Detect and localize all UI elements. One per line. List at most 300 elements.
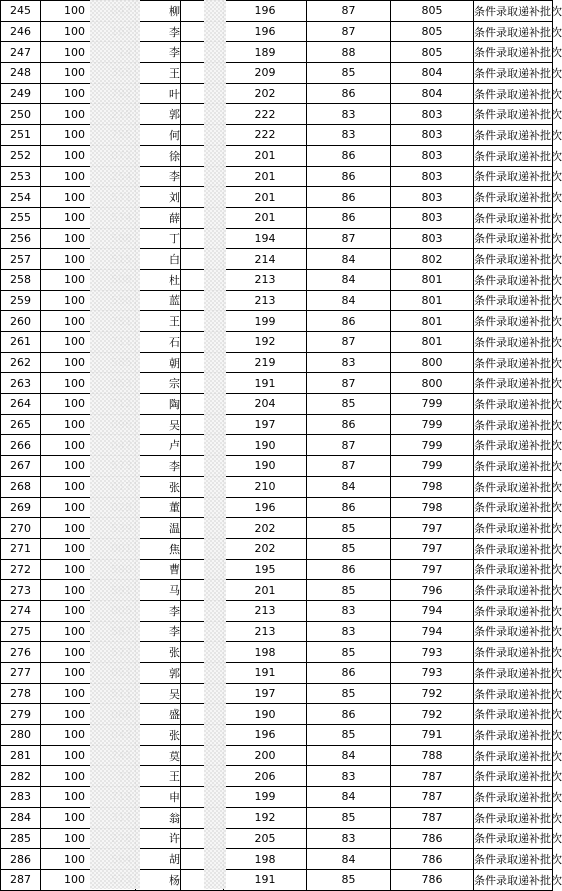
table-row [1,352,553,373]
row-id-start: 100 [64,4,85,18]
table-row [1,21,553,42]
row-name: 胡 [136,849,181,870]
row-score-1: 200 [224,745,307,766]
row-note: 条件录取递补批次 [474,269,553,290]
row-total: 803 [391,187,474,208]
row-seq: 249 [1,83,41,104]
row-seq: 275 [1,621,41,642]
row-score-1: 209 [224,63,307,84]
table-row [1,228,553,249]
table-row [1,600,553,621]
row-score-2: 84 [307,745,391,766]
row-score-1: 190 [224,456,307,477]
row-score-2: 84 [307,787,391,808]
table-row [1,869,553,890]
row-name: 刘 [136,187,181,208]
row-id-start: 100 [64,604,85,618]
table-row [1,187,553,208]
row-score-1: 201 [224,145,307,166]
row-score-2: 85 [307,807,391,828]
row-id-start: 100 [64,273,85,287]
row-id-start: 100 [64,624,85,638]
row-id-start: 100 [64,645,85,659]
row-score-2: 86 [307,663,391,684]
row-total: 793 [391,642,474,663]
row-score-2: 85 [307,725,391,746]
row-seq: 247 [1,42,41,63]
table-row [1,125,553,146]
row-note: 条件录取递补批次 [474,311,553,332]
row-note: 条件录取递补批次 [474,187,553,208]
row-seq: 259 [1,290,41,311]
row-total: 803 [391,228,474,249]
row-note: 条件录取递补批次 [474,497,553,518]
row-name: 王 [136,311,181,332]
row-name: 薛 [136,207,181,228]
table-row [1,683,553,704]
row-name: 李 [136,42,181,63]
row-score-2: 87 [307,373,391,394]
table-row [1,290,553,311]
row-note: 条件录取递补批次 [474,725,553,746]
row-total: 803 [391,125,474,146]
row-total: 797 [391,518,474,539]
row-total: 803 [391,104,474,125]
row-total: 796 [391,580,474,601]
row-total: 803 [391,145,474,166]
row-score-1: 191 [224,373,307,394]
row-total: 804 [391,63,474,84]
row-id-start: 100 [64,376,85,390]
table-row [1,807,553,828]
row-name: 朝 [136,352,181,373]
row-note: 条件录取递补批次 [474,476,553,497]
row-id-start: 100 [64,438,85,452]
row-score-2: 86 [307,497,391,518]
row-id-start: 100 [64,25,85,39]
row-score-2: 84 [307,290,391,311]
row-score-2: 83 [307,352,391,373]
table-row [1,725,553,746]
row-score-1: 190 [224,435,307,456]
table-row [1,414,553,435]
row-total: 797 [391,559,474,580]
row-score-2: 85 [307,869,391,890]
row-id-start: 100 [64,211,85,225]
row-seq: 248 [1,63,41,84]
row-id-start: 100 [64,873,85,887]
table-row [1,745,553,766]
redaction-mask-name [204,0,226,889]
row-score-2: 83 [307,125,391,146]
row-seq: 257 [1,249,41,270]
table-row [1,1,553,22]
row-note: 条件录取递补批次 [474,559,553,580]
row-score-2: 83 [307,621,391,642]
row-total: 787 [391,807,474,828]
row-note: 条件录取递补批次 [474,414,553,435]
row-total: 793 [391,663,474,684]
row-score-1: 202 [224,518,307,539]
row-score-2: 85 [307,642,391,663]
row-seq: 268 [1,476,41,497]
row-total: 787 [391,766,474,787]
row-seq: 283 [1,787,41,808]
row-total: 786 [391,869,474,890]
row-name: 吴 [136,683,181,704]
row-id-start: 100 [64,500,85,514]
row-score-1: 191 [224,663,307,684]
row-name: 李 [136,456,181,477]
row-note: 条件录取递补批次 [474,766,553,787]
row-total: 786 [391,828,474,849]
row-name: 何 [136,125,181,146]
row-score-1: 201 [224,207,307,228]
row-name: 盛 [136,704,181,725]
table-row [1,332,553,353]
row-note: 条件录取递补批次 [474,807,553,828]
row-score-2: 84 [307,249,391,270]
table-row [1,642,553,663]
row-name: 李 [136,21,181,42]
table-row [1,394,553,415]
row-id-start: 100 [64,831,85,845]
row-id-start: 100 [64,852,85,866]
row-note: 条件录取递补批次 [474,104,553,125]
row-score-1: 195 [224,559,307,580]
row-note: 条件录取递补批次 [474,145,553,166]
row-id-start: 100 [64,190,85,204]
row-score-1: 197 [224,683,307,704]
row-name: 张 [136,725,181,746]
row-note: 条件录取递补批次 [474,228,553,249]
table-row [1,828,553,849]
row-score-1: 190 [224,704,307,725]
row-id-start: 100 [64,128,85,142]
row-score-1: 198 [224,642,307,663]
row-name: 张 [136,476,181,497]
row-score-2: 83 [307,766,391,787]
row-id-start: 100 [64,562,85,576]
row-note: 条件录取递补批次 [474,435,553,456]
row-note: 条件录取递补批次 [474,249,553,270]
row-id-start: 100 [64,252,85,266]
table-row [1,704,553,725]
row-total: 801 [391,269,474,290]
row-score-1: 213 [224,621,307,642]
row-total: 792 [391,683,474,704]
row-score-2: 87 [307,21,391,42]
table-row [1,373,553,394]
row-seq: 246 [1,21,41,42]
row-score-2: 84 [307,269,391,290]
row-score-1: 213 [224,290,307,311]
row-seq: 267 [1,456,41,477]
row-total: 801 [391,290,474,311]
row-note: 条件录取递补批次 [474,83,553,104]
row-score-2: 86 [307,83,391,104]
row-name: 李 [136,621,181,642]
row-name: 陶 [136,394,181,415]
row-seq: 264 [1,394,41,415]
table-row [1,621,553,642]
row-score-1: 194 [224,228,307,249]
row-seq: 280 [1,725,41,746]
row-name: 李 [136,166,181,187]
row-id-start: 100 [64,666,85,680]
row-score-2: 87 [307,1,391,22]
table-row [1,849,553,870]
row-total: 797 [391,538,474,559]
row-score-1: 210 [224,476,307,497]
row-seq: 261 [1,332,41,353]
row-score-1: 192 [224,332,307,353]
row-score-1: 196 [224,497,307,518]
row-seq: 286 [1,849,41,870]
row-note: 条件录取递补批次 [474,600,553,621]
row-id-start: 100 [64,811,85,825]
row-name: 宗 [136,373,181,394]
table-row [1,83,553,104]
row-score-2: 87 [307,228,391,249]
row-seq: 282 [1,766,41,787]
row-score-1: 201 [224,580,307,601]
row-seq: 252 [1,145,41,166]
row-seq: 272 [1,559,41,580]
table-row [1,63,553,84]
row-score-1: 189 [224,42,307,63]
row-seq: 245 [1,1,41,22]
row-total: 794 [391,600,474,621]
row-id-start: 100 [64,397,85,411]
row-id-start: 100 [64,66,85,80]
row-seq: 284 [1,807,41,828]
row-score-2: 86 [307,145,391,166]
row-note: 条件录取递补批次 [474,704,553,725]
row-seq: 270 [1,518,41,539]
row-score-1: 206 [224,766,307,787]
row-name: 杨 [136,869,181,890]
row-note: 条件录取递补批次 [474,849,553,870]
row-note: 条件录取递补批次 [474,538,553,559]
row-score-1: 199 [224,787,307,808]
row-score-2: 84 [307,476,391,497]
row-score-2: 84 [307,849,391,870]
row-total: 805 [391,42,474,63]
table-row [1,207,553,228]
table-row [1,538,553,559]
row-total: 801 [391,311,474,332]
row-name: 柳 [136,1,181,22]
row-total: 791 [391,725,474,746]
row-score-2: 85 [307,683,391,704]
row-total: 804 [391,83,474,104]
row-seq: 271 [1,538,41,559]
row-id-start: 100 [64,169,85,183]
row-note: 条件录取递补批次 [474,1,553,22]
row-score-2: 87 [307,332,391,353]
row-score-2: 86 [307,704,391,725]
row-name: 杜 [136,269,181,290]
row-name: 郭 [136,104,181,125]
redaction-mask-id [90,0,140,889]
table-row [1,476,553,497]
row-score-1: 196 [224,725,307,746]
row-seq: 277 [1,663,41,684]
row-id-start: 100 [64,149,85,163]
row-name: 曹 [136,559,181,580]
row-note: 条件录取递补批次 [474,166,553,187]
row-id-start: 100 [64,293,85,307]
row-score-1: 202 [224,538,307,559]
row-note: 条件录取递补批次 [474,869,553,890]
table-row [1,518,553,539]
row-score-2: 87 [307,456,391,477]
row-score-1: 214 [224,249,307,270]
row-seq: 263 [1,373,41,394]
row-id-start: 100 [64,418,85,432]
row-seq: 279 [1,704,41,725]
row-name: 徐 [136,145,181,166]
row-seq: 273 [1,580,41,601]
row-score-2: 85 [307,580,391,601]
row-id-start: 100 [64,521,85,535]
table-row [1,559,553,580]
row-seq: 256 [1,228,41,249]
row-name: 叶 [136,83,181,104]
row-seq: 258 [1,269,41,290]
row-name: 董 [136,497,181,518]
row-total: 786 [391,849,474,870]
row-note: 条件录取递补批次 [474,373,553,394]
row-score-1: 202 [224,83,307,104]
row-id-start: 100 [64,790,85,804]
row-seq: 276 [1,642,41,663]
row-score-1: 196 [224,1,307,22]
row-score-2: 85 [307,394,391,415]
row-score-1: 222 [224,125,307,146]
row-total: 788 [391,745,474,766]
row-score-2: 83 [307,600,391,621]
row-total: 803 [391,166,474,187]
row-total: 803 [391,207,474,228]
row-id-start: 100 [64,45,85,59]
row-total: 802 [391,249,474,270]
row-score-1: 219 [224,352,307,373]
table-row [1,787,553,808]
row-id-start: 100 [64,749,85,763]
row-name: 焦 [136,538,181,559]
row-name: 马 [136,580,181,601]
row-seq: 266 [1,435,41,456]
row-seq: 285 [1,828,41,849]
table-row [1,249,553,270]
row-total: 799 [391,456,474,477]
row-total: 794 [391,621,474,642]
row-id-start: 100 [64,231,85,245]
row-score-2: 83 [307,104,391,125]
table-row [1,580,553,601]
table-row [1,311,553,332]
row-note: 条件录取递补批次 [474,21,553,42]
row-seq: 253 [1,166,41,187]
row-score-2: 86 [307,166,391,187]
row-seq: 265 [1,414,41,435]
row-note: 条件录取递补批次 [474,663,553,684]
row-id-start: 100 [64,314,85,328]
row-total: 792 [391,704,474,725]
row-score-1: 201 [224,166,307,187]
row-score-1: 199 [224,311,307,332]
row-note: 条件录取递补批次 [474,352,553,373]
row-name: 莫 [136,745,181,766]
row-score-2: 86 [307,414,391,435]
row-score-1: 205 [224,828,307,849]
row-note: 条件录取递补批次 [474,456,553,477]
row-score-2: 86 [307,559,391,580]
row-name: 石 [136,332,181,353]
row-score-1: 213 [224,600,307,621]
table-row [1,166,553,187]
row-id-start: 100 [64,542,85,556]
row-seq: 255 [1,207,41,228]
row-total: 787 [391,787,474,808]
row-seq: 251 [1,125,41,146]
row-total: 799 [391,394,474,415]
row-name: 白 [136,249,181,270]
row-note: 条件录取递补批次 [474,394,553,415]
row-id-start: 100 [64,335,85,349]
table-row [1,663,553,684]
table-row [1,104,553,125]
row-total: 800 [391,373,474,394]
row-seq: 269 [1,497,41,518]
row-score-2: 83 [307,828,391,849]
row-seq: 250 [1,104,41,125]
row-score-2: 88 [307,42,391,63]
row-name: 李 [136,600,181,621]
table-body [1,1,562,891]
table-row [1,145,553,166]
row-total: 805 [391,21,474,42]
row-score-1: 204 [224,394,307,415]
row-note: 条件录取递补批次 [474,125,553,146]
row-note: 条件录取递补批次 [474,580,553,601]
row-id-start: 100 [64,87,85,101]
row-score-2: 87 [307,435,391,456]
row-score-1: 201 [224,187,307,208]
row-name: 蓝 [136,290,181,311]
row-seq: 254 [1,187,41,208]
row-name: 许 [136,828,181,849]
row-id-start: 100 [64,583,85,597]
row-score-1: 222 [224,104,307,125]
row-id-start: 100 [64,728,85,742]
row-name: 王 [136,63,181,84]
row-note: 条件录取递补批次 [474,63,553,84]
row-score-1: 198 [224,849,307,870]
row-id-start: 100 [64,107,85,121]
table-row [1,766,553,787]
row-id-start: 100 [64,459,85,473]
row-score-2: 86 [307,207,391,228]
row-score-2: 86 [307,311,391,332]
row-score-2: 85 [307,518,391,539]
row-note: 条件录取递补批次 [474,787,553,808]
table-row [1,497,553,518]
row-note: 条件录取递补批次 [474,828,553,849]
row-score-1: 213 [224,269,307,290]
